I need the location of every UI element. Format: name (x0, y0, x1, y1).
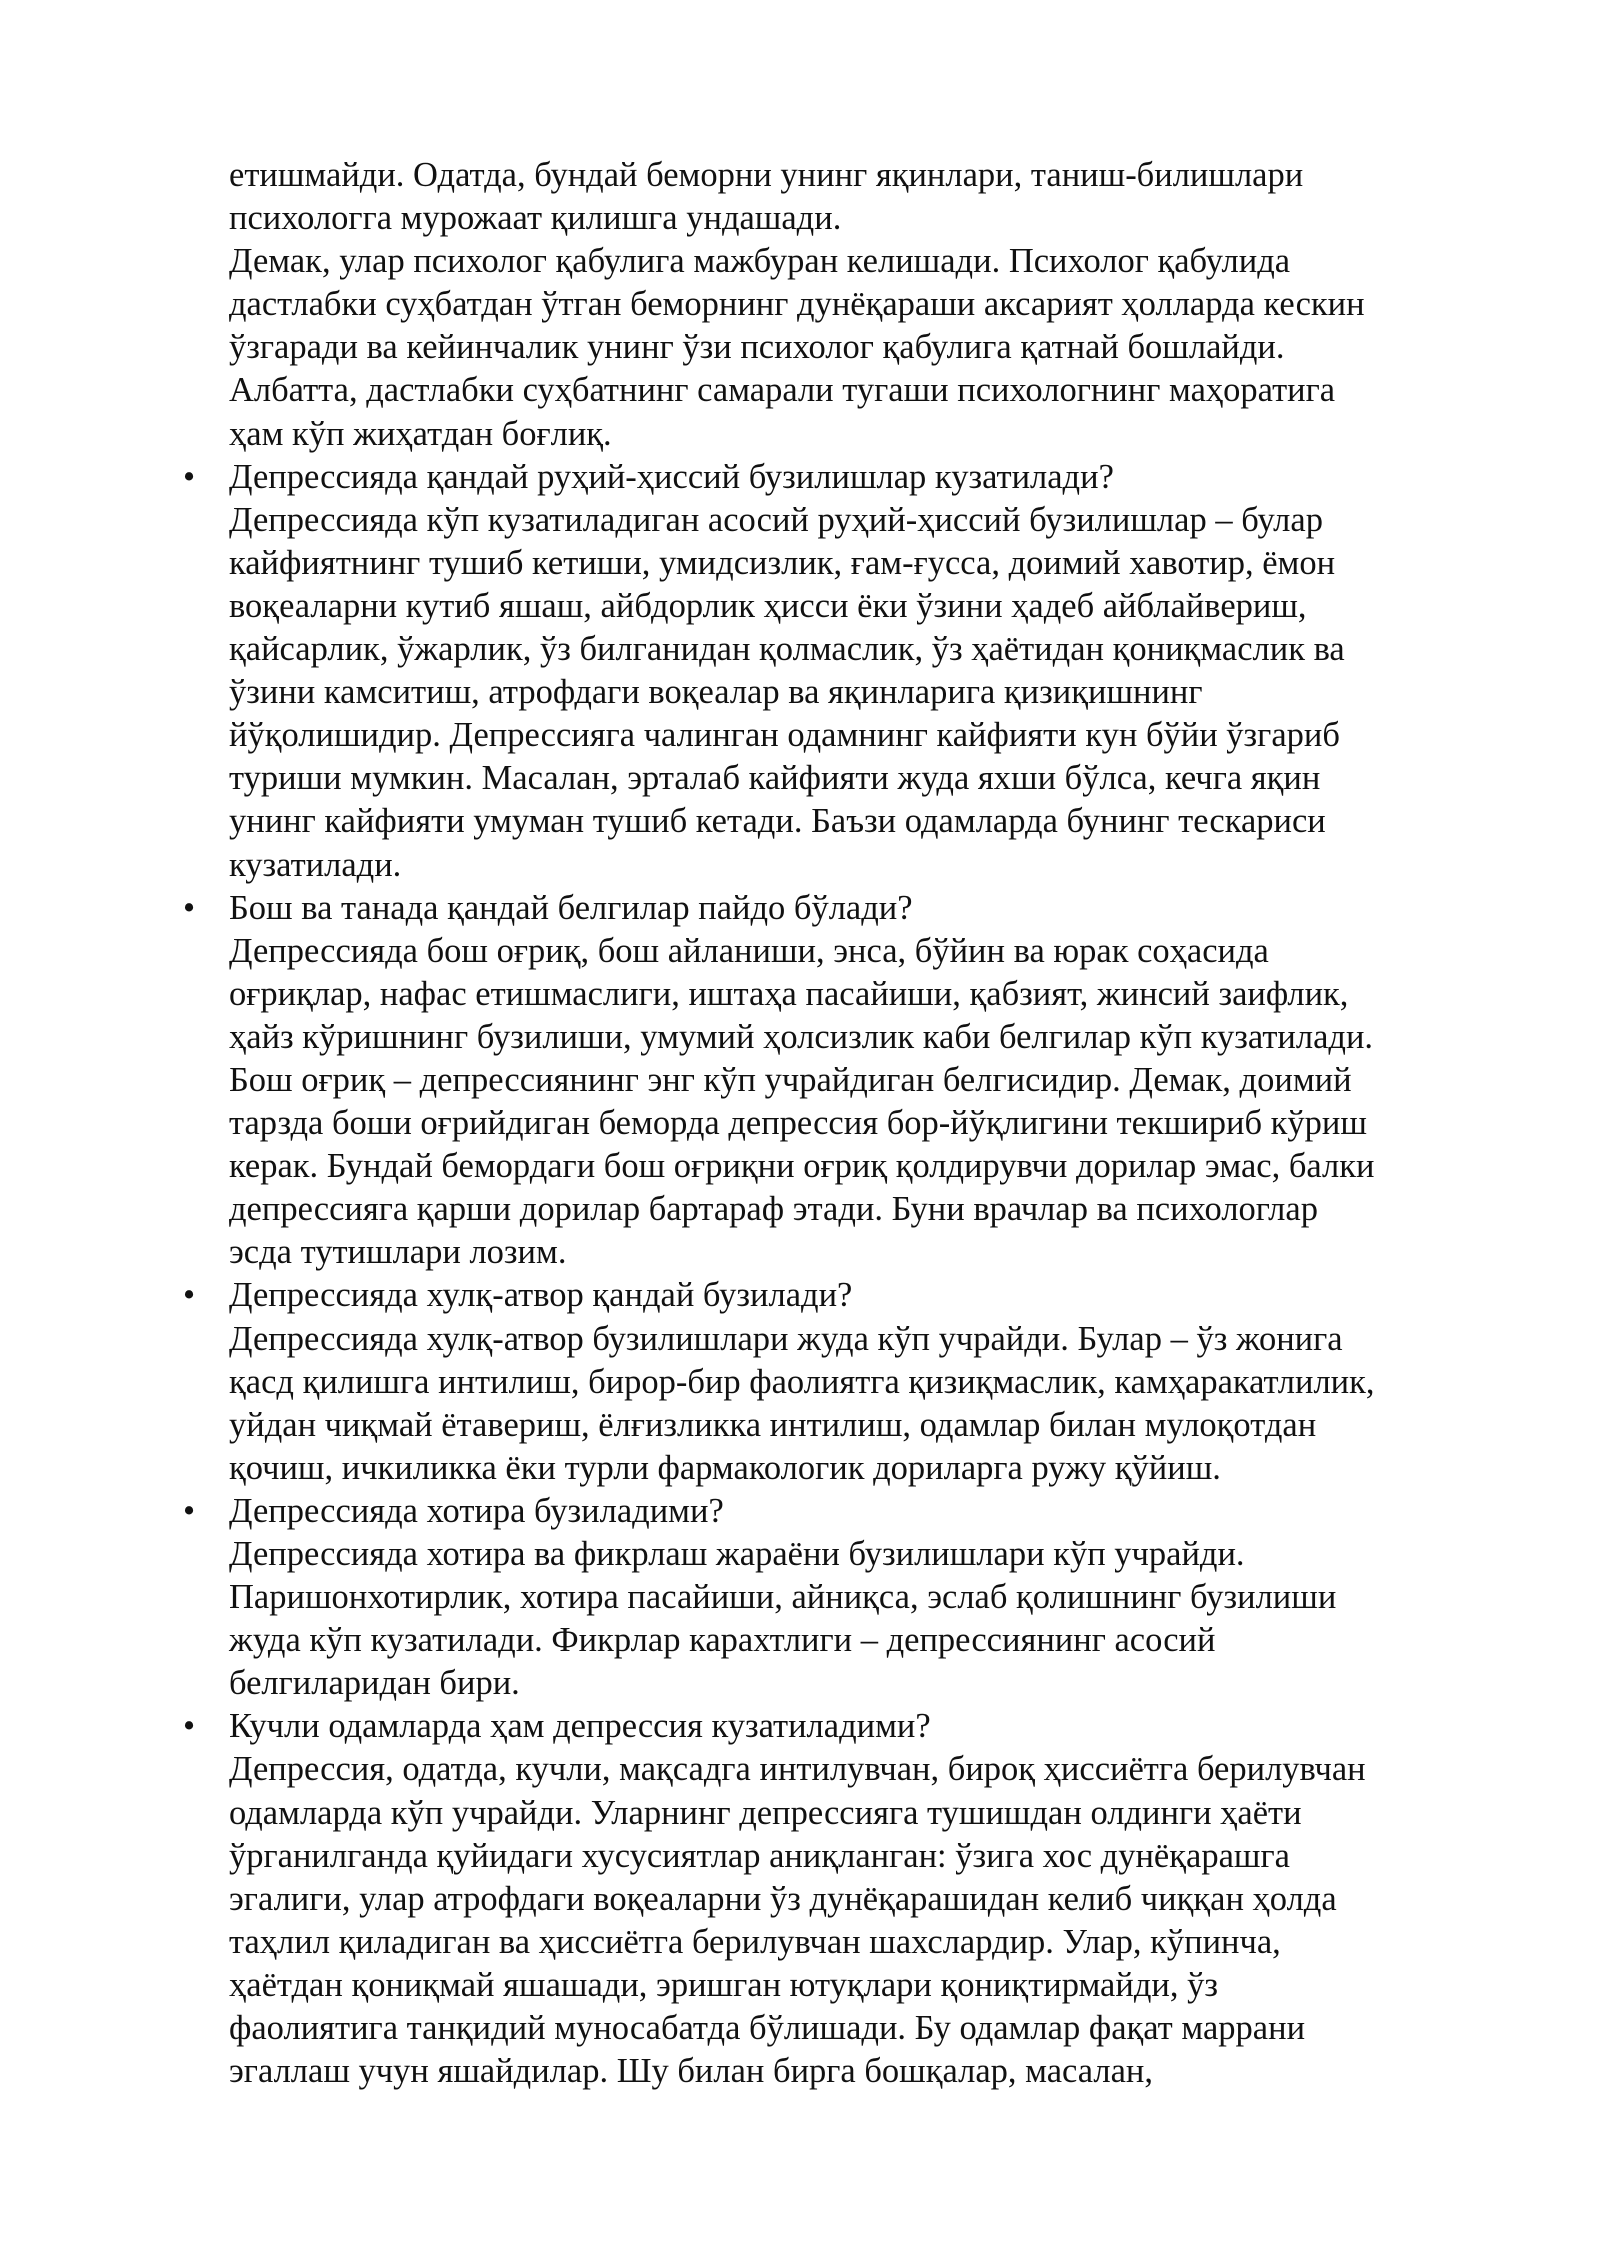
qa-item-behavior (182, 1274, 1529, 1489)
document-body (182, 154, 1529, 2093)
answer-line: эсда тутишлари лозим. (229, 1233, 567, 1272)
answer-line: керак. Бундай бемордаги бош оғриқни оғриқ қолдирувчи дорилар эмас, балки (229, 1147, 1375, 1186)
answer-line: Паришонхотирлик, хотира пасайиши, айниқса, эслаб қолишнинг бузилиши (229, 1578, 1337, 1617)
answer-line: Депрессияда хотира ва фикрлаш жараёни бузилишлари кўп учрайди. (229, 1535, 1245, 1573)
answer-line: ўзини камситиш, атрофдаги воқеалар ва яқинларига қизиқишнинг (229, 673, 1203, 712)
answer-line: қасд қилишга интилиш, бирор-бир фаолиятга қизиқмаслик, камҳаракатлилик, (229, 1362, 1375, 1401)
answer-line: ҳаётдан қониқмай яшашади, эришган ютуқлари қониқтирмайди, ўз (229, 1965, 1218, 2004)
text-line: психологга мурожаат қилишга ундашади. (229, 199, 842, 238)
answer-line: туриши мумкин. Масалан, эрталаб кайфияти жуда яхши бўлса, кечга яқин (229, 759, 1321, 798)
answer-line: унинг кайфияти умуман тушиб кетади. Баъзи одамларда бунинг тескариси (229, 802, 1326, 841)
answer-line: белгиларидан бири. (229, 1664, 520, 1703)
answer-line: таҳлил қиладиган ва ҳиссиётга берилувчан шахслардир. Улар, кўпинча, (229, 1922, 1281, 1961)
qa-list (182, 456, 1529, 2094)
answer-line: жуда кўп кузатилади. Фикрлар карахтлиги – депрессиянинг асосий (229, 1621, 1216, 1660)
answer-line: қочиш, ичкиликка ёки турли фармакологик дориларга ружу қўйиш. (229, 1448, 1221, 1487)
question-text: Бош ва танада қандай белгилар пайдо бўлади? (229, 888, 913, 927)
question-text: Кучли одамларда ҳам депрессия кузатиладими? (229, 1707, 931, 1746)
qa-item-memory (182, 1490, 1529, 1705)
answer-line: кайфиятнинг тушиб кетиши, умидсизлик, ғам-ғусса, доимий хавотир, ёмон (229, 543, 1336, 582)
qa-item-body-symptoms (182, 887, 1529, 1275)
answer-line: Депрессияда кўп кузатиладиган асосий руҳий-ҳиссий бузилишлар – булар (229, 500, 1323, 539)
answer-line: воқеаларни кутиб яшаш, айбдорлик ҳисси ёки ўзини ҳадеб айблайвериш, (229, 586, 1307, 625)
answer-line: Депрессияда хулқ-атвор бузилишлари жуда кўп учрайди. Булар – ўз жонига (229, 1319, 1343, 1358)
answer-line: ўрганилганда қуйидаги хусусиятлар аниқланган: ўзига хос дунёқарашга (229, 1836, 1290, 1875)
answer-line: тарзда боши оғрийдиган беморда депрессия бор-йўқлигини текшириб кўриш (229, 1104, 1367, 1143)
text-line: Демак, улар психолог қабулига мажбуран келишади. Психолог қабулида (229, 242, 1291, 281)
answer-line: уйдан чиқмай ётавериш, ёлғизликка интилиш, одамлар билан мулоқотдан (229, 1405, 1317, 1444)
bullet-icon: • (182, 1707, 196, 1746)
answer-line: фаолиятига танқидий муносабатда бўлишади. Бу одамлар фақат маррани (229, 2009, 1306, 2048)
text-line: дастлабки суҳбатдан ўтган беморнинг дунёқараши аксарият ҳолларда кескин (229, 285, 1365, 324)
intro-paragraph (229, 154, 1529, 456)
question-text: Депрессияда хулқ-атвор қандай бузилади? (229, 1276, 853, 1315)
answer-line: эгаллаш учун яшайдилар. Шу билан бирга бошқалар, масалан, (229, 2052, 1154, 2091)
text-line: Албатта, дастлабки суҳбатнинг самарали тугаши психологнинг маҳоратига (229, 371, 1336, 410)
bullet-icon: • (182, 457, 196, 496)
answer-line: оғриқлар, нафас етишмаслиги, иштаҳа пасайиши, қабзият, жинсий заифлик, (229, 974, 1349, 1013)
text-line: ҳам кўп жиҳатдан боғлиқ. (229, 414, 612, 453)
answer-line: Депрессия, одатда, кучли, мақсадга интилувчан, бироқ ҳиссиётга берилувчан (229, 1750, 1366, 1789)
answer-line: Депрессияда бош оғриқ, бош айланиши, энса, бўйин ва юрак соҳасида (229, 931, 1269, 970)
question-text: Депрессияда хотира бузиладими? (229, 1491, 724, 1530)
answer-line: одамларда кўп учрайди. Уларнинг депрессияга тушишдан олдинги ҳаёти (229, 1793, 1302, 1832)
answer-line: кузатилади. (229, 845, 402, 884)
answer-line: йўқолишидир. Депрессияга чалинган одамнинг кайфияти кун бўйи ўзгариб (229, 716, 1340, 755)
answer-line: ҳайз кўришнинг бузилиши, умумий ҳолсизлик каби белгилар кўп кузатилади. (229, 1017, 1374, 1056)
answer-line: Бош оғриқ – депрессиянинг энг кўп учрайдиган белгисидир. Демак, доимий (229, 1060, 1352, 1099)
question-text: Депрессияда қандай руҳий-ҳиссий бузилишлар кузатилади? (229, 457, 1114, 496)
answer-line: эгалиги, улар атрофдаги воқеаларни ўз дунёқарашидан келиб чиққан ҳолда (229, 1879, 1337, 1918)
qa-item-emotional-disorders (182, 456, 1529, 887)
answer-line: қайсарлик, ўжарлик, ўз билганидан қолмаслик, ўз ҳаётидан қониқмаслик ва (229, 630, 1345, 669)
text-line: етишмайди. Одатда, бундай беморни унинг яқинлари, таниш-билишлари (229, 156, 1304, 194)
bullet-icon: • (182, 1491, 196, 1530)
bullet-icon: • (182, 888, 196, 927)
qa-item-strong-people (182, 1705, 1529, 2093)
answer-line: депрессияга қарши дорилар бартараф этади. Буни врачлар ва психологлар (229, 1190, 1318, 1229)
text-line: ўзгаради ва кейинчалик унинг ўзи психолог қабулига қатнай бошлайди. (229, 328, 1285, 367)
bullet-icon: • (182, 1276, 196, 1315)
